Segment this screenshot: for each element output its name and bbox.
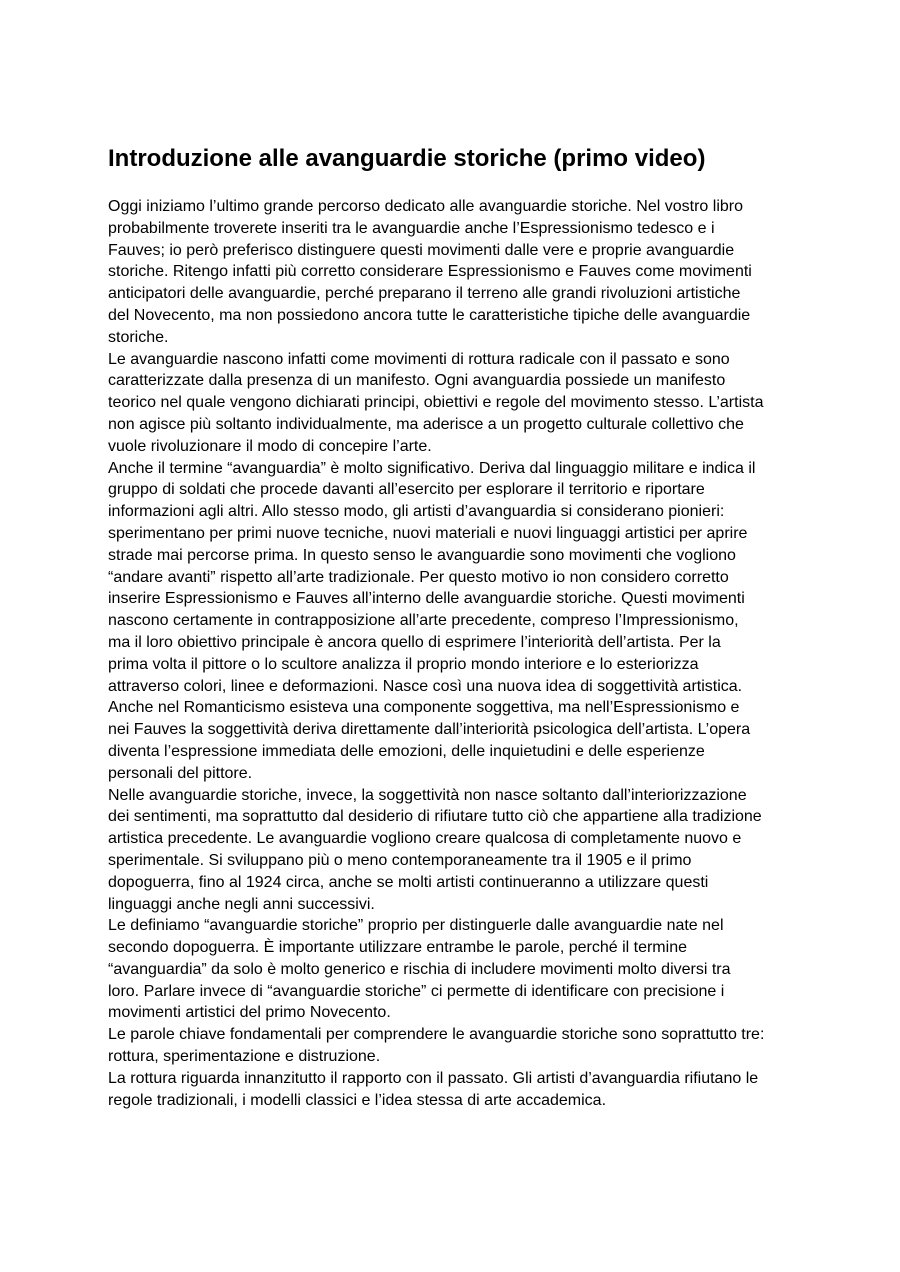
text-line: sperimentano per primi nuove tecniche, nuovi materiali e nuovi linguaggi artistici per aprire: [108, 524, 748, 542]
body-paragraph: [108, 1024, 798, 1068]
text-line: attraverso colori, linee e deformazioni. Nasce così una nuova idea di soggettività artistica.: [108, 677, 743, 695]
text-line: vuole rivoluzionare il modo di concepire l’arte.: [108, 437, 432, 455]
body-paragraph: [108, 349, 798, 458]
text-line: strade mai percorse prima. In questo senso le avanguardie sono movimenti che vogliono: [108, 546, 736, 564]
text-line: ma il loro obiettivo principale è ancora quello di esprimere l’interiorità dell’artista. Per la: [108, 633, 721, 651]
body-paragraph: [108, 785, 798, 916]
text-line: storiche. Ritengo infatti più corretto considerare Espressionismo e Fauves come movimenti: [108, 263, 752, 281]
text-line: probabilmente troverete inseriti tra le avanguardie anche l’Espressionismo tedesco e i: [108, 219, 715, 237]
text-line: Nelle avanguardie storiche, invece, la soggettività non nasce soltanto dall’interiorizzazione: [108, 786, 747, 804]
body-paragraph: [108, 915, 798, 1024]
text-line: nascono certamente in contrapposizione all’arte precedente, compreso l’Impressionismo,: [108, 612, 739, 630]
text-line: regole tradizionali, i modelli classici e l’idea stessa di arte accademica.: [108, 1091, 607, 1109]
text-line: sperimentale. Si sviluppano più o meno contemporaneamente tra il 1905 e il primo: [108, 851, 692, 869]
text-line: prima volta il pittore o lo scultore analizza il proprio mondo interiore e lo esteriorizza: [108, 655, 699, 673]
text-line: loro. Parlare invece di “avanguardie storiche” ci permette di identificare con precisione i: [108, 982, 725, 1000]
text-line: La rottura riguarda innanzitutto il rapporto con il passato. Gli artisti d’avanguardia rifiutano le: [108, 1069, 759, 1087]
body-paragraph: [108, 196, 798, 349]
text-line: “andare avanti” rispetto all’arte tradizionale. Per questo motivo io non considero corretto: [108, 568, 729, 586]
text-line: Anche il termine “avanguardia” è molto significativo. Deriva dal linguaggio militare e indica il: [108, 459, 756, 477]
paragraph-list: [108, 196, 798, 1111]
text-line: diventa l’espressione immediata delle emozioni, delle inquietudini e delle esperienze: [108, 742, 705, 760]
text-line: Oggi iniziamo l’ultimo grande percorso dedicato alle avanguardie storiche. Nel vostro libro: [108, 198, 743, 215]
text-line: teorico nel quale vengono dichiarati principi, obiettivi e regole del movimento stesso. L’artista: [108, 394, 764, 412]
text-line: Le definiamo “avanguardie storiche” proprio per distinguerle dalle avanguardie nate nel: [108, 917, 724, 935]
text-line: Fauves; io però preferisco distinguere questi movimenti dalle vere e proprie avanguardie: [108, 241, 735, 259]
text-line: movimenti artistici del primo Novecento.: [108, 1004, 391, 1022]
body-paragraph: [108, 458, 798, 785]
text-line: dei sentimenti, ma soprattutto dal desiderio di rifiutare tutto ciò che appartiene alla tradizione: [108, 808, 762, 826]
text-line: storiche.: [108, 328, 169, 346]
text-line: personali del pittore.: [108, 764, 253, 782]
text-line: informazioni agli altri. Allo stesso modo, gli artisti d’avanguardia si considerano pionieri:: [108, 503, 725, 521]
text-line: Le avanguardie nascono infatti come movimenti di rottura radicale con il passato e sono: [108, 350, 730, 368]
text-line: rottura, sperimentazione e distruzione.: [108, 1048, 381, 1066]
text-line: inserire Espressionismo e Fauves all’interno delle avanguardie storiche. Questi movimenti: [108, 590, 745, 608]
text-line: Le parole chiave fondamentali per comprendere le avanguardie storiche sono soprattutto tre:: [108, 1026, 765, 1044]
text-line: anticipatori delle avanguardie, perché preparano il terreno alle grandi rivoluzioni artistiche: [108, 285, 741, 303]
text-line: artistica precedente. Le avanguardie vogliono creare qualcosa di completamente nuovo e: [108, 830, 742, 848]
text-line: del Novecento, ma non possiedono ancora tutte le caratteristiche tipiche delle avanguardie: [108, 306, 751, 324]
text-line: nei Fauves la soggettività deriva direttamente dall’interiorità psicologica dell’artista. L’opera: [108, 721, 751, 739]
text-line: caratterizzate dalla presenza di un manifesto. Ogni avanguardia possiede un manifesto: [108, 372, 726, 390]
text-line: gruppo di soldati che procede davanti all’esercito per esplorare il territorio e riportare: [108, 481, 705, 499]
text-line: linguaggi anche negli anni successivi.: [108, 895, 375, 913]
body-paragraph: [108, 1068, 798, 1112]
text-line: Anche nel Romanticismo esisteva una componente soggettiva, ma nell’Espressionismo e: [108, 699, 740, 717]
document-body: [108, 143, 798, 1111]
document-title: Introduzione alle avanguardie storiche (primo video): [108, 145, 706, 172]
text-line: non agisce più soltanto individualmente, ma aderisce a un progetto culturale collettivo che: [108, 415, 744, 433]
text-line: dopoguerra, fino al 1924 circa, anche se molti artisti continueranno a utilizzare questi: [108, 873, 709, 891]
text-line: “avanguardia” da solo è molto generico e rischia di includere movimenti molto diversi tra: [108, 960, 731, 978]
text-line: secondo dopoguerra. È importante utilizzare entrambe le parole, perché il termine: [108, 939, 687, 957]
